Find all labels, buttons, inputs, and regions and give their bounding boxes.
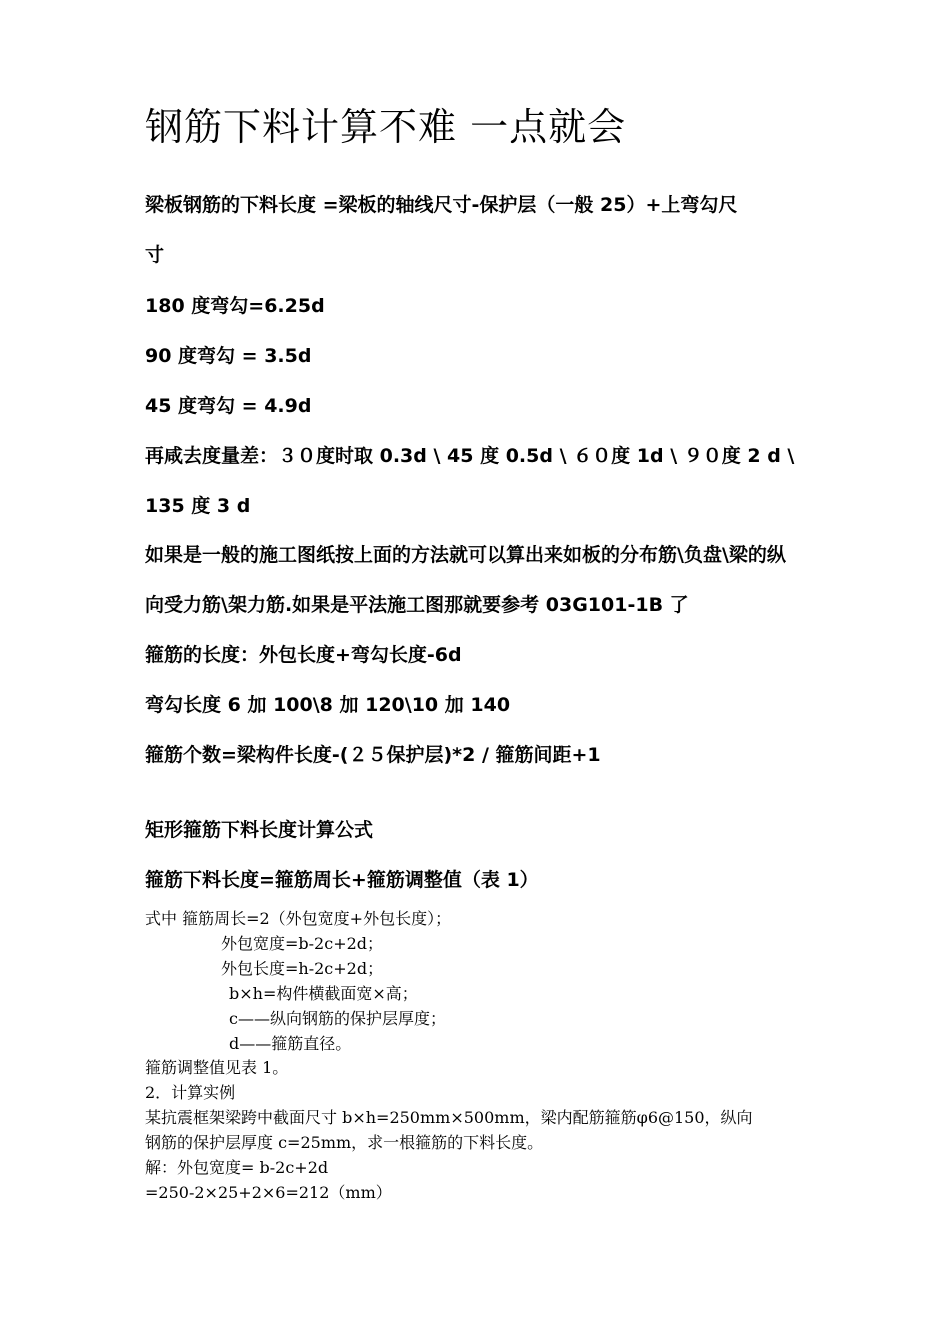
text-line: 某抗震框架梁跨中截面尺寸 b×h=250mm×500mm，梁内配筋箍筋φ6@150，纵向 [145,1108,753,1127]
formula-line: 90 度弯勾 = 3.5d [145,345,312,367]
text-line: =250-2×25+2×6=212（mm） [145,1183,392,1202]
formula-line: 弯勾长度 6 加 100\8 加 120\10 加 140 [145,694,511,716]
formula-line: 箍筋下料长度=箍筋周长+箍筋调整值（表 1） [145,869,539,891]
text-line: d——箍筋直径。 [229,1034,352,1053]
formula-line: 180 度弯勾=6.25d [145,295,325,317]
text-line: 钢筋的保护层厚度 c=25mm，求一根箍筋的下料长度。 [145,1133,544,1152]
formula-line: 箍筋的长度：外包长度+弯勾长度-6d [145,644,462,666]
paragraph-line: 如果是一般的施工图纸按上面的方法就可以算出来如板的分布筋\负盘\梁的纵 [145,544,786,566]
text-line: 式中 箍筋周长=2（外包宽度+外包长度）； [145,909,452,928]
paragraph-line: 寸 [145,244,165,266]
document-title: 钢筋下料计算不难 一点就会 [145,105,627,149]
text-line: 箍筋调整值见表 1。 [145,1058,289,1077]
section-heading: 矩形箍筋下料长度计算公式 [145,819,374,841]
text-line: 外包宽度=b-2c+2d； [221,934,384,953]
formula-line: 箍筋个数=梁构件长度-(２５保护层)*2 / 箍筋间距+1 [145,744,601,766]
text-line: b×h=构件横截面宽×高； [229,984,418,1003]
text-line: c——纵向钢筋的保护层厚度； [229,1009,446,1028]
text-line: 解：外包宽度= b-2c+2d [145,1158,329,1177]
paragraph-line: 梁板钢筋的下料长度 =梁板的轴线尺寸-保护层（一般 25）+上弯勾尺 [145,194,738,216]
section-heading: 2．计算实例 [145,1083,236,1102]
paragraph-line: 向受力筋\架力筋.如果是平法施工图那就要参考 03G101-1B 了 [145,594,689,616]
paragraph-line: 135 度 3 d [145,495,251,517]
paragraph-line: 再咸去度量差：３０度时取 0.3d \ 45 度 0.5d \ ６０度 1d \ ９０度 2 d \ [145,445,795,467]
text-line: 外包长度=h-2c+2d； [221,959,384,978]
formula-line: 45 度弯勾 = 4.9d [145,395,312,417]
